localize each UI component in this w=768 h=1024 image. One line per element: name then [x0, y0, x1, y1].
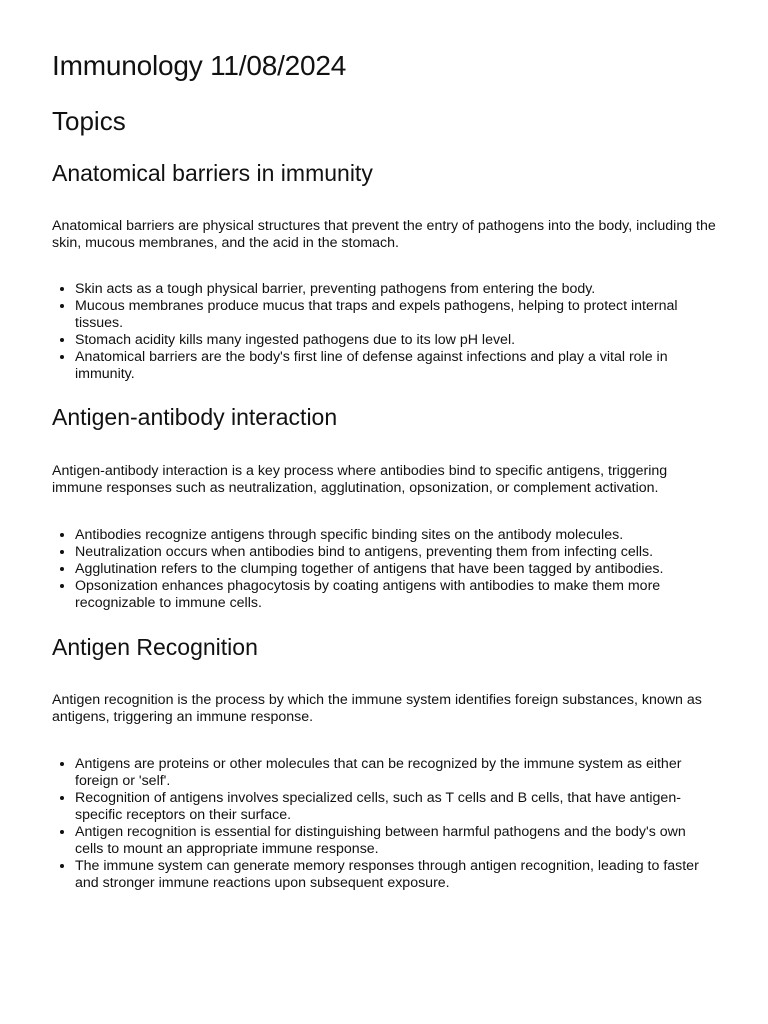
bullet-list: [52, 527, 716, 612]
list-item: • Agglutination refers to the clumping together of antigens that have been tagged by antibodies.: [75, 561, 716, 578]
section-summary: Anatomical barriers are physical structures that prevent the entry of pathogens into the body, including the skin, mucous membranes, and the acid in the stomach.: [52, 218, 716, 251]
list-item: • Recognition of antigens involves specialized cells, such as T cells and B cells, that have antigen-specific receptors on their surface.: [75, 790, 716, 824]
section-heading: Antigen Recognition: [52, 634, 258, 660]
section-heading: Antigen-antibody interaction: [52, 404, 338, 430]
bullet-list: [52, 281, 716, 383]
list-item: • Antigen recognition is essential for distinguishing between harmful pathogens and the body's own cells to mount an appropriate immune response.: [75, 824, 716, 858]
bullet-list: [52, 756, 716, 892]
list-item: • Neutralization occurs when antibodies bind to antigens, preventing them from infecting cells.: [75, 544, 716, 561]
list-item: • Antigens are proteins or other molecules that can be recognized by the immune system as either foreign or 'self'.: [75, 756, 716, 790]
section-summary: Antigen-antibody interaction is a key process where antibodies bind to specific antigens, triggering immune responses such as neutralization, agglutination, opsonization, or complement activation.: [52, 463, 668, 496]
section-anatomical-barriers: [52, 157, 716, 383]
list-item: • Opsonization enhances phagocytosis by coating antigens with antibodies to make them more recognizable to immune cells.: [75, 578, 716, 612]
list-item: • Stomach acidity kills many ingested pathogens due to its low pH level.: [75, 332, 716, 349]
list-item: • Antibodies recognize antigens through specific binding sites on the antibody molecules.: [75, 527, 716, 544]
list-item: • Anatomical barriers are the body's first line of defense against infections and play a vital role in immunity.: [75, 349, 716, 383]
topics-heading: Topics: [52, 106, 126, 136]
document-title: Immunology 11/08/2024: [52, 50, 347, 81]
section-antigen-antibody-interaction: [52, 401, 716, 612]
list-item: • The immune system can generate memory responses through antigen recognition, leading to faster and stronger immune reactions upon subsequent exposure.: [75, 858, 716, 892]
section-antigen-recognition: [52, 631, 716, 892]
list-item: • Skin acts as a tough physical barrier, preventing pathogens from entering the body.: [75, 281, 716, 298]
section-heading: Anatomical barriers in immunity: [52, 160, 373, 186]
section-summary: Antigen recognition is the process by which the immune system identifies foreign substances, known as antigens, triggering an immune response.: [52, 692, 702, 725]
list-item: • Mucous membranes produce mucus that traps and expels pathogens, helping to protect internal tissues.: [75, 298, 716, 332]
